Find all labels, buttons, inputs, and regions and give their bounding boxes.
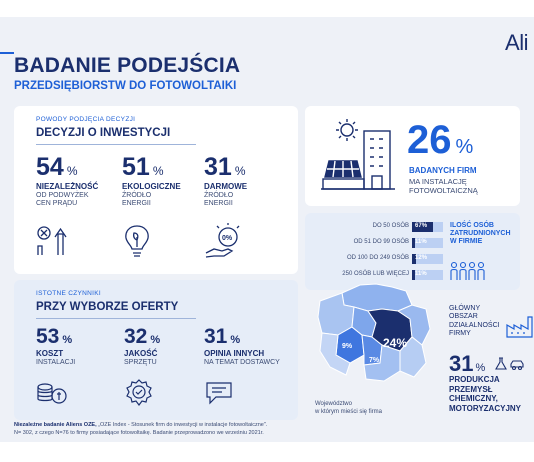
stat-value: 54 <box>36 153 64 181</box>
free-energy-icon <box>204 223 244 259</box>
employees-label: OD 51 DO 99 OSÓB <box>353 239 409 245</box>
hero-unit: % <box>455 136 474 158</box>
map-label-mid: 7% <box>369 357 380 364</box>
stat-value: 51 <box>122 153 150 181</box>
stat-quality <box>124 326 204 367</box>
brand-logo: Ali <box>505 30 528 55</box>
footer-note: N= 302, z czego N=76 to firmy posiadające fotowoltaikę. Badanie przeprowadzono we wrześniu 2021r. <box>14 430 264 436</box>
stat-free-energy <box>204 155 284 208</box>
offer-divider <box>36 318 196 319</box>
stat-label: JAKOŚĆ <box>124 349 158 358</box>
page-title: BADANIE PODEJŚCIA <box>14 54 241 77</box>
page-subtitle: PRZEDSIĘBIORSTW DO FOTOWOLTAIKI <box>14 80 237 92</box>
stat-opinion <box>204 326 296 367</box>
accent-line <box>0 52 14 54</box>
coins-icon <box>36 380 68 406</box>
hero-number: 26 <box>407 118 452 162</box>
stat-unit: % <box>234 164 246 178</box>
stat-unit: % <box>150 334 161 346</box>
infographic-sheet <box>0 17 534 442</box>
offer-heading: PRZY WYBORZE OFERTY <box>36 301 179 313</box>
footer-source: Niezależne badanie Aliens OZE, „OZE Index - Stosunek firm do inwestycji w instalacje fotowoltaiczne". <box>14 422 268 428</box>
stat-value: 53 <box>36 325 60 348</box>
hero-label: BADANYCH FIRM <box>409 166 477 175</box>
employees-value: 12% <box>415 255 428 261</box>
stat-label: OPINIA INNYCH <box>204 349 265 358</box>
employees-value: 11% <box>415 239 427 245</box>
poland-map <box>314 279 434 391</box>
employees-row <box>310 253 445 266</box>
svg-text:0%: 0% <box>222 235 233 242</box>
map-caption: Województwo w którym mieści się firma <box>315 401 383 415</box>
employees-row <box>310 221 445 234</box>
decision-heading: DECYZJI O INWESTYCJI <box>36 127 171 139</box>
stat-value: 32 <box>124 325 148 348</box>
decision-card <box>14 106 298 274</box>
employees-bar <box>412 222 443 232</box>
stat-value: 31 <box>204 153 232 181</box>
quality-badge-icon <box>124 378 154 408</box>
stat-cost <box>36 326 120 367</box>
employees-label: 250 OSÓB LUB WIĘCEJ <box>342 271 409 277</box>
stat-unit: % <box>152 164 164 178</box>
eco-bulb-icon <box>122 223 152 259</box>
factory-icon <box>505 313 534 339</box>
employees-bar <box>412 238 443 248</box>
stat-unit: % <box>66 164 78 178</box>
map-label-left: 9% <box>342 343 353 350</box>
chemistry-flask-icon <box>494 357 508 371</box>
people-group-icon <box>450 261 486 281</box>
offer-kicker: ISTOTNE CZYNNIKI <box>36 290 101 297</box>
stat-sub: ŹRÓDŁO <box>204 191 234 199</box>
stat-sub: OD PODWYŻEK <box>36 191 89 199</box>
stat-sub: INSTALACJI <box>36 358 76 366</box>
employees-bar <box>412 254 443 264</box>
production-value: 31 % <box>449 351 486 376</box>
decision-divider <box>36 144 196 145</box>
stat-label: KOSZT <box>36 349 64 358</box>
employees-value: 67% <box>415 223 428 229</box>
stat-label: EKOLOGICZNE <box>122 182 181 191</box>
map-label-main: 24% <box>383 336 408 350</box>
stat-label: DARMOWE <box>204 182 248 191</box>
stat-sub: ŹRÓDŁO <box>122 191 152 199</box>
production-label: PRODUKCJA PRZEMYSŁ CHEMICZNY, MOTORYZACYJNY <box>449 375 522 413</box>
stat-value: 31 <box>204 325 228 348</box>
employees-label: OD 100 DO 249 OSÓB <box>346 255 409 261</box>
stat-sub: SPRZĘTU <box>124 358 157 366</box>
stat-label: NIEZALEŻNOŚĆ <box>36 182 99 191</box>
offer-card <box>14 280 298 420</box>
hero-sub: FOTOWOLTAICZNĄ <box>409 186 478 195</box>
employees-row <box>310 237 445 250</box>
employees-value: 11% <box>415 271 427 277</box>
employees-bars <box>310 221 450 283</box>
solar-building-icon <box>321 116 397 196</box>
price-rise-icon <box>36 224 74 258</box>
hero-sub: MA INSTALACJĘ <box>409 177 467 186</box>
stat-sub: ENERGII <box>204 199 233 207</box>
stat-independence <box>36 155 120 208</box>
employees-label: DO 50 OSÓB <box>372 223 409 229</box>
stat-sub: ENERGII <box>122 199 151 207</box>
hero-value <box>407 120 473 160</box>
decision-kicker: POWODY PODJĘCIA DECYZJI <box>36 116 136 123</box>
stat-ecological <box>122 155 202 208</box>
car-icon <box>510 357 524 371</box>
stat-unit: % <box>230 334 241 346</box>
employees-title: ILOŚĆ OSÓB ZATRUDNIONYCH W FIRMIE <box>450 222 511 246</box>
stat-sub: NA TEMAT DOSTAWCY <box>204 358 280 366</box>
hero-card <box>305 106 520 206</box>
region-label: GŁÓWNY OBSZAR DZIAŁALNOŚCI FIRMY <box>449 305 500 338</box>
opinion-chat-icon <box>204 380 234 406</box>
stat-sub: CEN PRĄDU <box>36 199 78 207</box>
stat-unit: % <box>62 334 73 346</box>
